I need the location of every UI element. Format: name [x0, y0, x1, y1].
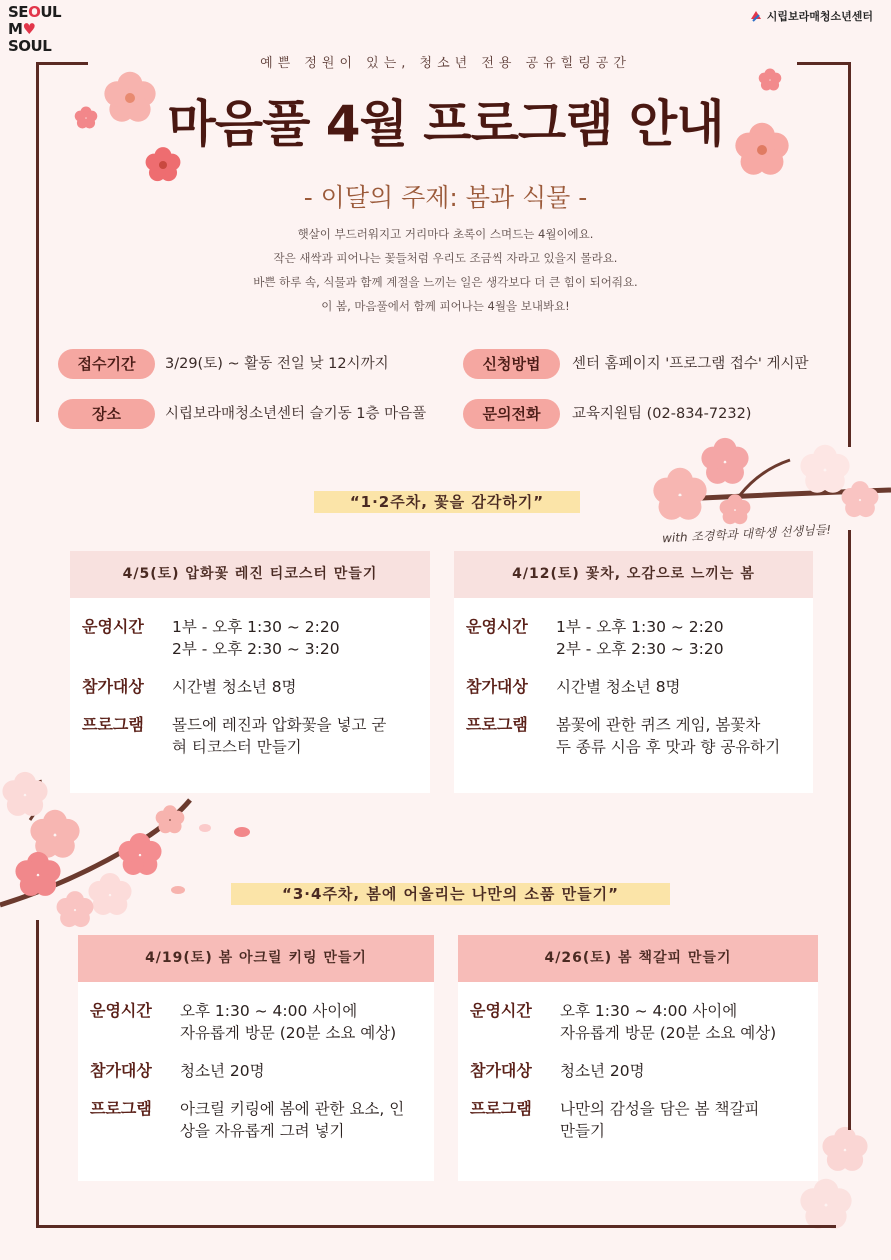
phone-label: 문의전화 — [463, 399, 560, 429]
card-title: 4/12(토) 꽃차, 오감으로 느끼는 봄 — [454, 551, 813, 598]
intro-line: 햇살이 부드러워지고 거리마다 초록이 스며드는 4월이에요. — [297, 227, 594, 241]
program-value: 아크릴 키링에 봄에 관한 요소, 인 상을 자유롭게 그려 넣기 — [180, 1100, 405, 1140]
time-label: 운영시간 — [90, 1001, 152, 1020]
target-label: 참가대상 — [90, 1061, 152, 1080]
frame-bottom — [36, 1225, 836, 1228]
target-value: 청소년 20명 — [180, 1062, 265, 1080]
frame-right-lower — [848, 530, 851, 1130]
program-label: 프로그램 — [90, 1099, 152, 1118]
program-label: 프로그램 — [470, 1099, 532, 1118]
tagline: 예쁜 정원이 있는, 청소년 전용 공유힐링공간 — [260, 56, 631, 71]
target-value: 청소년 20명 — [560, 1062, 645, 1080]
target-value: 시간별 청소년 8명 — [172, 678, 297, 696]
time-label: 운영시간 — [470, 1001, 532, 1020]
monthly-theme: - 이달의 주제: 봄과 식물 - — [303, 183, 588, 212]
place-label: 장소 — [58, 399, 155, 429]
intro-text — [0, 222, 891, 318]
place-value: 시립보라매청소년센터 슬기동 1층 마음풀 — [165, 406, 427, 422]
target-label: 참가대상 — [470, 1061, 532, 1080]
intro-line: 바쁜 하루 속, 식물과 함께 계절을 느끼는 일은 생각보다 더 큰 힘이 되어줘요. — [253, 275, 638, 289]
center-logo: 시립보라매청소년센터 — [749, 8, 873, 24]
section2-banner: “3·4주차, 봄에 어울리는 나만의 소품 만들기” — [231, 883, 670, 905]
card-title: 4/26(토) 봄 책갈피 만들기 — [458, 935, 818, 982]
program-card — [458, 935, 818, 1181]
program-label: 프로그램 — [82, 715, 144, 734]
program-card — [78, 935, 434, 1181]
card-title: 4/5(토) 압화꽃 레진 티코스터 만들기 — [70, 551, 430, 598]
phone-value: 교육지원팀 (02-834-7232) — [572, 406, 752, 422]
time-value: 오후 1:30 ~ 4:00 사이에 자유롭게 방문 (20분 소요 예상) — [180, 1002, 397, 1042]
time-label: 운영시간 — [466, 617, 528, 636]
page-title: 마음풀 4월 프로그램 안내 — [167, 95, 724, 153]
seoul-my-soul-logo: SEOUL M♥ SOUL — [8, 3, 62, 55]
target-value: 시간별 청소년 8명 — [556, 678, 681, 696]
method-value: 센터 홈페이지 '프로그램 접수' 게시판 — [572, 356, 809, 372]
program-value: 몰드에 레진과 압화꽃을 넣고 굳 혀 티코스터 만들기 — [172, 716, 387, 756]
intro-line: 이 봄, 마음풀에서 함께 피어나는 4월을 보내봐요! — [321, 299, 570, 313]
time-value: 오후 1:30 ~ 4:00 사이에 자유롭게 방문 (20분 소요 예상) — [560, 1002, 777, 1042]
period-value: 3/29(토) ~ 활동 전일 낮 12시까지 — [165, 356, 389, 372]
program-value: 봄꽃에 관한 퀴즈 게임, 봄꽃차 두 종류 시음 후 맛과 향 공유하기 — [556, 716, 781, 756]
program-label: 프로그램 — [466, 715, 528, 734]
period-label: 접수기간 — [58, 349, 155, 379]
program-card — [454, 551, 813, 793]
time-label: 운영시간 — [82, 617, 144, 636]
program-value: 나만의 감성을 담은 봄 책갈피 만들기 — [560, 1100, 760, 1140]
target-label: 참가대상 — [82, 677, 144, 696]
time-value: 1부 - 오후 1:30 ~ 2:20 2부 - 오후 2:30 ~ 3:20 — [556, 618, 724, 658]
target-label: 참가대상 — [466, 677, 528, 696]
intro-line: 작은 새싹과 피어나는 꽃들처럼 우리도 조금씩 자라고 있을지 몰라요. — [273, 251, 618, 265]
card-title: 4/19(토) 봄 아크릴 키링 만들기 — [78, 935, 434, 982]
with-teachers-note: with 조경학과 대학생 선생님들! — [661, 522, 832, 546]
center-logo-icon — [749, 9, 763, 23]
method-label: 신청방법 — [463, 349, 560, 379]
time-value: 1부 - 오후 1:30 ~ 2:20 2부 - 오후 2:30 ~ 3:20 — [172, 618, 340, 658]
program-card — [70, 551, 430, 793]
section1-banner: “1·2주차, 꽃을 감각하기” — [314, 491, 580, 513]
frame-left-lower — [36, 920, 39, 1228]
